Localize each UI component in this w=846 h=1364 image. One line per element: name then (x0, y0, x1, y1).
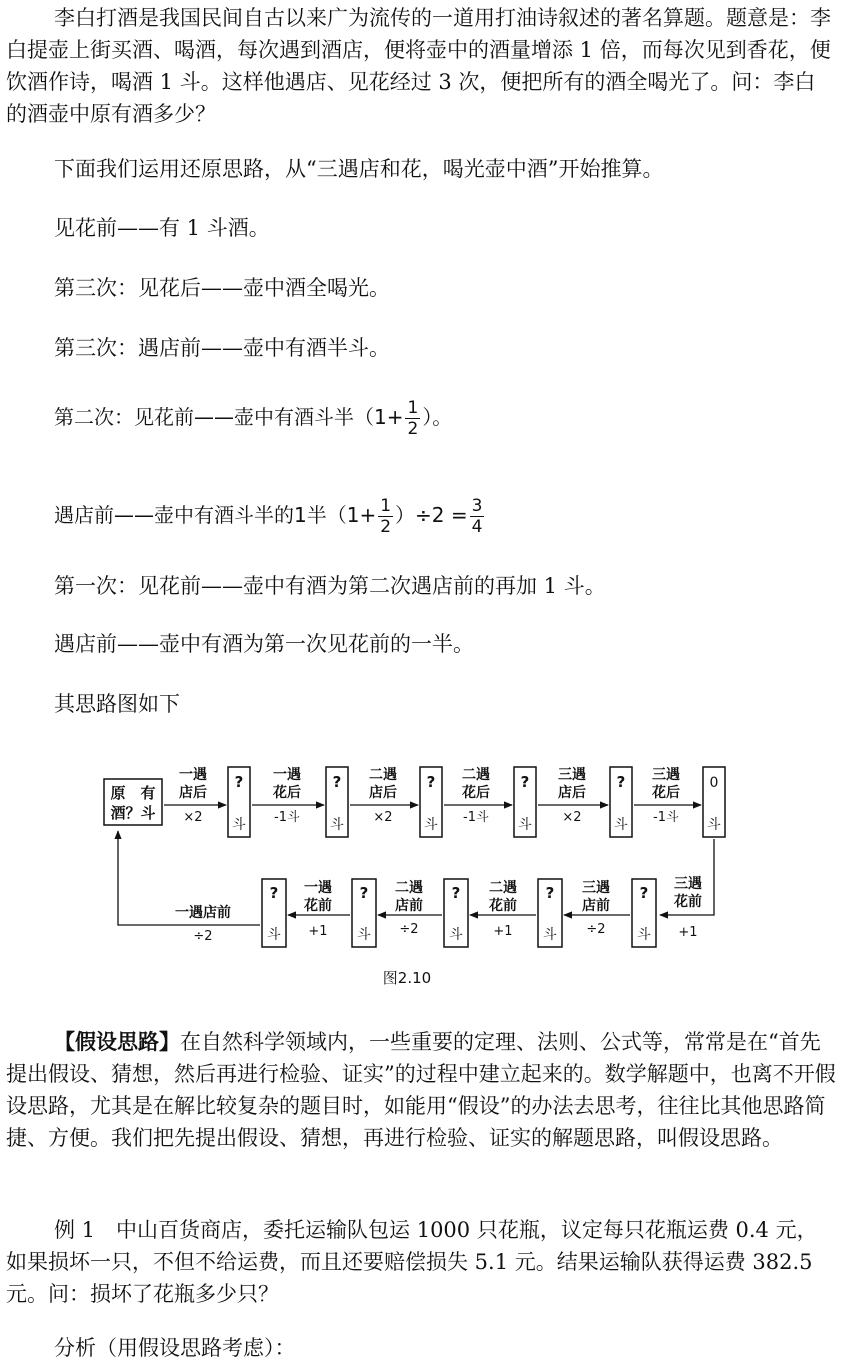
svg-text:花后: 花后 (652, 785, 680, 801)
svg-text:?: ? (639, 884, 649, 902)
bottom-box-4 (352, 879, 376, 947)
bottom-op-3 (488, 879, 517, 939)
svg-text:三遇: 三遇 (582, 880, 610, 896)
svg-text:?: ? (545, 884, 555, 902)
reasoning-line-3: 第三次：见花后——壶中酒全喝光。 (54, 276, 390, 300)
line6-mid: ）÷2 = (395, 503, 468, 527)
reasoning-line-7: 第一次：见花前——壶中有酒为第二次遇店前的再加 1 斗。 (54, 574, 606, 598)
svg-text:-1斗: -1斗 (653, 810, 679, 825)
reasoning-line-2: 见花前——有 1 斗酒。 (54, 216, 270, 240)
svg-text:三遇: 三遇 (674, 876, 702, 892)
svg-text:?: ? (451, 884, 461, 902)
top-box-4 (514, 767, 536, 837)
top-box-5 (610, 767, 632, 837)
reasoning-line-6 (54, 496, 834, 537)
line5-text: 第二次：见花前——壶中有酒斗半（1+ (54, 405, 404, 429)
hypothesis-body: 在自然科学领域内，一些重要的定理、法则、公式等，常常是在“首先提出假设、猜想，然后再进行检验、证实”的过程中建立起来的。数学解题中，也离不开假设思路，尤其是在解比较复杂的题目时，如能用“假设”的办法去思考，往往比其他思路简捷、方便。我们把先提出假设、猜想，再进行检验、证实的解题思路，叫假设思路。 (6, 1030, 836, 1150)
svg-text:×2: ×2 (373, 810, 393, 825)
svg-text:店后: 店后 (558, 785, 586, 801)
top-op-5 (558, 766, 586, 825)
final-op (175, 904, 231, 944)
svg-text:÷2: ÷2 (586, 922, 606, 937)
bottom-op-2 (582, 879, 610, 937)
svg-text:×2: ×2 (562, 810, 582, 825)
top-op-3 (369, 766, 397, 825)
analysis-heading: 分析（用假设思路考虑）： (54, 1336, 296, 1360)
start-box-line2: 酒？斗 (110, 804, 156, 822)
svg-text:+1: +1 (678, 925, 698, 940)
reasoning-line-9: 其思路图如下 (54, 692, 180, 716)
svg-text:斗: 斗 (357, 927, 371, 943)
svg-text:店后: 店后 (179, 785, 207, 801)
svg-text:斗: 斗 (449, 927, 463, 943)
bottom-op-1 (673, 875, 702, 940)
svg-text:花前: 花前 (304, 898, 332, 914)
intro-paragraph: 李白打酒是我国民间自古以来广为流传的一道用打油诗叙述的著名算题。题意是：李白提壶上街买酒、喝酒，每次遇到酒店，便将壶中的酒量增添 1 倍，而每次见到香花，便饮酒作诗，喝酒 1 斗。这样他遇店、见花经过 3 次，便把所有的酒全喝光了。问：李白的酒壶中原有酒多少？ (6, 6, 831, 126)
svg-text:+1: +1 (308, 924, 328, 939)
hypothesis-title: 【假设思路】 (54, 1029, 180, 1054)
svg-text:三遇: 三遇 (652, 767, 680, 783)
svg-text:斗: 斗 (637, 927, 651, 943)
svg-text:斗: 斗 (614, 817, 628, 833)
svg-text:÷2: ÷2 (193, 929, 213, 944)
top-box-1 (228, 767, 250, 837)
top-op-2 (272, 766, 301, 825)
reasoning-line-8: 遇店前——壶中有酒为第一次见花前的一半。 (54, 632, 474, 656)
svg-text:斗: 斗 (424, 817, 438, 833)
hypothesis-paragraph (6, 1026, 836, 1154)
top-op-6 (651, 766, 680, 825)
svg-text:-1斗: -1斗 (274, 810, 300, 825)
svg-text:×2: ×2 (183, 810, 203, 825)
svg-text:二遇: 二遇 (462, 767, 490, 783)
top-box-final (703, 767, 725, 837)
svg-text:?: ? (359, 884, 369, 902)
svg-text:三遇: 三遇 (558, 767, 586, 783)
svg-text:?: ? (520, 773, 530, 791)
svg-text:店前: 店前 (582, 898, 610, 914)
bottom-box-3 (444, 879, 468, 947)
svg-text:一遇: 一遇 (179, 767, 207, 783)
svg-text:斗: 斗 (707, 817, 721, 833)
svg-text:?: ? (234, 773, 244, 791)
top-box-2 (326, 767, 348, 837)
svg-text:花前: 花前 (674, 894, 702, 910)
svg-text:?: ? (269, 884, 279, 902)
svg-text:÷2: ÷2 (399, 922, 419, 937)
svg-text:花前: 花前 (489, 898, 517, 914)
svg-text:店前: 店前 (395, 898, 423, 914)
svg-text:?: ? (426, 773, 436, 791)
thinking-flow-diagram (0, 755, 846, 995)
svg-text:?: ? (616, 773, 626, 791)
fraction-one-half: $\frac{1}{2}$ (407, 398, 419, 439)
start-box-line1: 原 有 (110, 784, 156, 802)
svg-text:斗: 斗 (518, 817, 532, 833)
svg-text:店后: 店后 (369, 785, 397, 801)
line5-end: ）。 (422, 405, 453, 429)
bottom-op-5 (303, 879, 332, 939)
svg-text:斗: 斗 (330, 817, 344, 833)
svg-text:斗: 斗 (543, 927, 557, 943)
reasoning-line-5 (54, 398, 834, 439)
svg-text:花后: 花后 (462, 785, 490, 801)
bottom-op-4 (395, 879, 423, 937)
fraction-one-half-2: $\frac{1}{2}$ (380, 496, 392, 537)
svg-text:斗: 斗 (232, 817, 246, 833)
svg-text:斗: 斗 (267, 927, 281, 943)
reasoning-line-4: 第三次：遇店前——壶中有酒半斗。 (54, 336, 390, 360)
svg-text:-1斗: -1斗 (463, 810, 489, 825)
svg-text:一遇: 一遇 (273, 767, 301, 783)
svg-text:花后: 花后 (273, 785, 301, 801)
svg-text:二遇: 二遇 (395, 880, 423, 896)
reasoning-line-1: 下面我们运用还原思路，从“三遇店和花，喝光壶中酒”开始推算。 (54, 157, 664, 181)
top-op-4 (461, 766, 490, 825)
svg-text:0: 0 (709, 775, 719, 791)
figure-caption: 图2.10 (382, 969, 432, 987)
top-op-1 (179, 766, 207, 825)
svg-text:二遇: 二遇 (369, 767, 397, 783)
svg-text:二遇: 二遇 (489, 880, 517, 896)
bottom-box-2 (538, 879, 562, 947)
example-1-paragraph: 例 1 中山百货商店，委托运输队包运 1000 只花瓶，议定每只花瓶运费 0.4 元，如果损坏一只，不但不给运费，而且还要赔偿损失 5.1 元。结果运输队获得运费 382.5 元。问：损坏了花瓶多少只？ (6, 1218, 818, 1306)
bottom-box-1 (632, 879, 656, 947)
svg-text:一遇: 一遇 (304, 880, 332, 896)
fraction-three-quarters: $\frac{3}{4}$ (471, 496, 483, 537)
bottom-box-5 (262, 879, 286, 947)
top-box-3 (420, 767, 442, 837)
line6-text: 遇店前——壶中有酒斗半的1半（1+ (54, 503, 377, 527)
svg-text:一遇店前: 一遇店前 (175, 905, 231, 921)
svg-text:+1: +1 (493, 924, 513, 939)
svg-text:?: ? (332, 773, 342, 791)
